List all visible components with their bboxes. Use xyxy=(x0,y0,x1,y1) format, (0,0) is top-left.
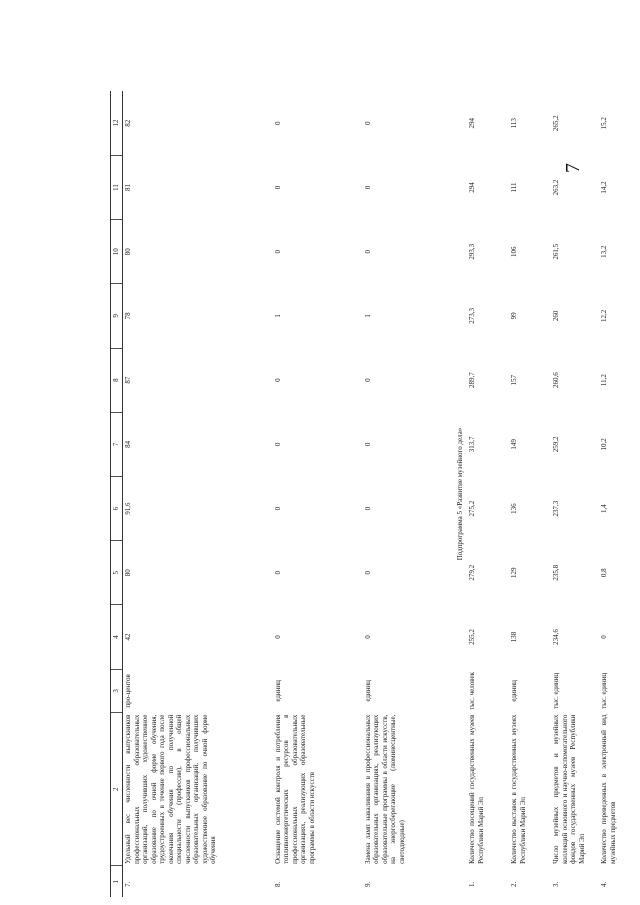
row-number: 7. xyxy=(124,881,132,887)
unit-of-measure: единиц xyxy=(363,680,372,702)
indicator-name: Количество переведенных в электронный вид музейных предметов xyxy=(600,714,617,864)
table-row xyxy=(509,91,551,897)
indicator-value: 84 xyxy=(124,440,132,448)
indicator-value: 149 xyxy=(510,439,518,450)
indicator-value: 1,4 xyxy=(600,504,608,513)
indicator-value: 279,2 xyxy=(468,564,476,581)
indicator-value: 138 xyxy=(510,631,518,643)
column-header-9: 9 xyxy=(111,284,123,348)
indicator-value: 111 xyxy=(510,182,518,193)
row-number: 1. xyxy=(468,881,476,887)
page-number: 7 xyxy=(562,163,584,173)
column-header-2: 2 xyxy=(111,713,123,866)
indicator-value: 0 xyxy=(363,571,372,575)
table-row xyxy=(551,91,599,897)
unit-of-measure: тыс. единиц xyxy=(600,672,608,709)
indicator-value: 15,2 xyxy=(600,117,608,130)
indicator-value: 12,2 xyxy=(600,309,608,323)
table-row xyxy=(599,91,629,897)
indicator-value: 263,2 xyxy=(552,179,560,196)
indicator-value: 0 xyxy=(273,121,282,125)
column-header-3: 3 xyxy=(111,669,123,713)
indicator-value: 0 xyxy=(273,249,282,254)
indicator-value: 273,3 xyxy=(468,308,476,324)
indicator-value: 0 xyxy=(363,635,372,639)
unit-of-measure: единиц xyxy=(510,680,518,702)
indicator-value: 113 xyxy=(510,118,518,129)
indicator-value: 0 xyxy=(363,506,372,511)
indicator-value: 106 xyxy=(510,246,518,257)
indicator-value: 259,2 xyxy=(552,436,560,453)
indicator-value: 0 xyxy=(363,249,372,254)
unit-of-measure: про-центов xyxy=(124,674,132,708)
indicator-value: 80 xyxy=(124,248,132,256)
rotated-page-content xyxy=(0,85,640,905)
indicator-value: 235,8 xyxy=(552,564,560,581)
indicator-value: 0 xyxy=(273,506,282,511)
indicator-value: 157 xyxy=(510,374,518,386)
indicator-value: 255,2 xyxy=(468,629,476,645)
column-header-4: 4 xyxy=(111,605,123,669)
indicator-value: 82 xyxy=(124,119,132,127)
indicator-value: 81 xyxy=(124,183,132,191)
indicator-value: 293,3 xyxy=(468,243,476,260)
indicator-value: 136 xyxy=(510,503,518,514)
indicator-name: Количество посещений государственных музеев Республики Марий Эл xyxy=(468,714,485,864)
indicator-value: 0 xyxy=(600,635,608,639)
indicator-value: 80 xyxy=(124,569,132,577)
unit-of-measure: тыс. человек xyxy=(468,671,476,710)
indicator-value: 265,2 xyxy=(552,115,560,132)
column-header-7: 7 xyxy=(111,412,123,476)
indicator-name: Число музейных предметов и музейных коллекций основного и научно-вспомогательного фондов государственных музеев Республики Марий Эл xyxy=(552,714,586,864)
indicator-value: 1 xyxy=(363,314,372,318)
indicator-value: 313,7 xyxy=(468,436,476,453)
indicator-value: 99 xyxy=(510,312,518,320)
indicator-value: 91,6 xyxy=(124,502,132,515)
row-number: 2. xyxy=(510,881,518,887)
column-header-5: 5 xyxy=(111,541,123,605)
indicator-value: 0 xyxy=(363,442,372,447)
indicator-value: 0 xyxy=(273,635,282,639)
unit-of-measure: единиц xyxy=(273,680,282,702)
indicator-value: 294 xyxy=(468,117,476,129)
row-number: 3. xyxy=(552,881,560,887)
indicator-value: 1 xyxy=(273,314,282,318)
row-number: 8. xyxy=(273,881,282,887)
indicator-name: Удельный вес численности выпускников профессиональных образовательных организаций, получивших художественное образование по очной форме обучения, трудоустроенных в течение первого года после окончания обучения по полученной специальности (профессии), в общей численности выпускников профессиональных образовательных организаций, получивших художественное образование по очной форме обучения xyxy=(124,714,217,864)
table-body xyxy=(123,91,630,897)
indicator-value: 289,7 xyxy=(468,372,476,388)
indicator-value: 0 xyxy=(273,378,282,382)
indicator-value: 0 xyxy=(273,571,282,575)
column-header-10: 10 xyxy=(111,220,123,284)
indicator-value: 234,6 xyxy=(552,629,560,645)
indicator-value: 294 xyxy=(468,182,476,193)
indicator-name: Оснащение системой контроля и потребления топливноэнергетических ресурсов в профессиональных образовательных организациях, реализующих образовательные программы в области искусств xyxy=(273,714,316,864)
row-number: 9. xyxy=(363,881,372,887)
indicator-value: 0 xyxy=(273,185,282,190)
indicator-value: 10,2 xyxy=(600,438,608,451)
column-header-11: 11 xyxy=(111,155,123,219)
indicator-value: 275,2 xyxy=(468,500,476,517)
table-row xyxy=(363,91,453,897)
indicator-value: 0 xyxy=(363,378,372,382)
table-row xyxy=(273,91,363,897)
indicators-table xyxy=(110,91,629,897)
indicator-value: 11,2 xyxy=(600,374,608,387)
column-header-6: 6 xyxy=(111,476,123,540)
row-number: 4. xyxy=(600,881,608,887)
indicator-value: 14,2 xyxy=(600,181,608,194)
indicator-value: 129 xyxy=(510,567,518,579)
unit-of-measure: тыс. единиц xyxy=(552,672,560,709)
column-header-1: 1 xyxy=(111,866,123,897)
indicator-value: 237,3 xyxy=(552,500,560,517)
table-row xyxy=(123,91,273,897)
table-header-row xyxy=(111,91,123,897)
indicator-value: 0,8 xyxy=(600,568,608,578)
indicator-value: 87 xyxy=(124,376,132,384)
indicator-value: 0 xyxy=(363,185,372,190)
table-row xyxy=(467,91,509,897)
column-header-12: 12 xyxy=(111,91,123,155)
indicator-value: 78 xyxy=(124,312,132,320)
indicator-value: 0 xyxy=(363,121,372,125)
indicator-value: 260 xyxy=(552,310,560,322)
subprogram-title: Подпрограмма 5 «Развитие музейного дела» xyxy=(455,427,464,561)
indicator-value: 42 xyxy=(124,633,132,641)
indicator-name: Количество выставок в государственных музеях Республики Марий Эл xyxy=(510,714,527,864)
subprogram-row xyxy=(453,91,468,897)
indicator-value: 261,5 xyxy=(552,243,560,260)
column-header-8: 8 xyxy=(111,348,123,412)
indicator-name: Замена ламп накаливания в профессиональных образовательных организациях, реализующих образовательные программы в области искусств, на энергосберегающие (люминесцентные, светодиодные) xyxy=(363,714,406,864)
indicator-value: 13,2 xyxy=(600,245,608,258)
indicator-value: 0 xyxy=(273,442,282,447)
indicator-value: 260,6 xyxy=(552,372,560,388)
